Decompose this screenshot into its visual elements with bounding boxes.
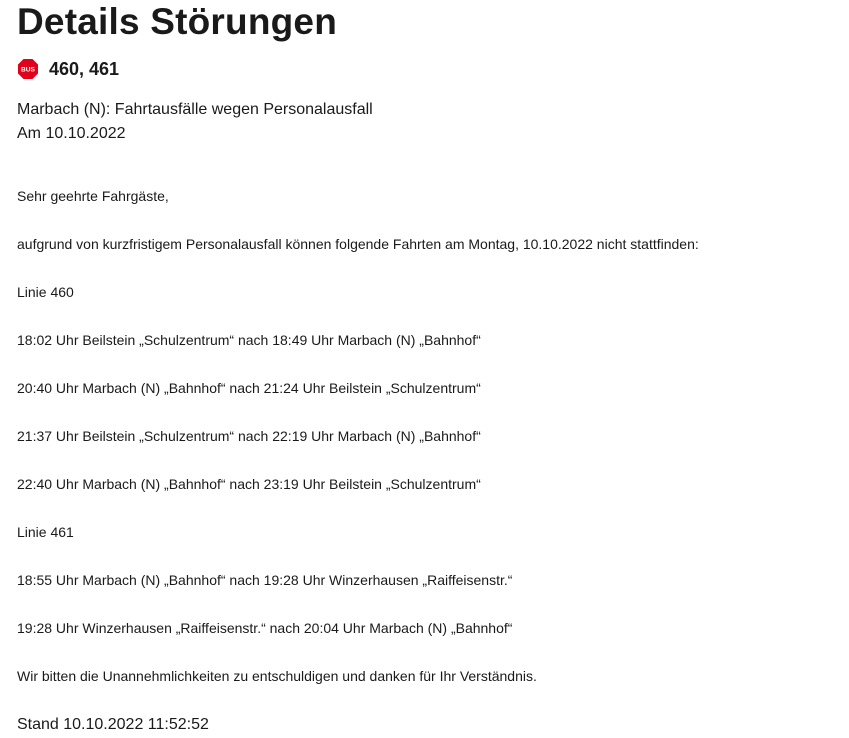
trip-item: 21:37 Uhr Beilstein „Schulzentrum“ nach 22:19 Uhr Marbach (N) „Bahnhof“	[17, 428, 481, 444]
last-updated-timestamp: Stand 10.10.2022 11:52:52	[17, 716, 209, 733]
trip-item: 20:40 Uhr Marbach (N) „Bahnhof“ nach 21:24 Uhr Beilstein „Schulzentrum“	[17, 380, 481, 396]
bus-stop-icon	[17, 58, 39, 80]
trip-item: 22:40 Uhr Marbach (N) „Bahnhof“ nach 23:19 Uhr Beilstein „Schulzentrum“	[17, 476, 481, 492]
disruption-date: Am 10.10.2022	[17, 125, 126, 142]
disruption-headline	[17, 98, 373, 146]
intro-text: aufgrund von kurzfristigem Personalausfall können folgende Fahrten am Montag, 10.10.2022 nicht stattfinden:	[17, 236, 699, 252]
trip-item: 18:02 Uhr Beilstein „Schulzentrum“ nach 18:49 Uhr Marbach (N) „Bahnhof“	[17, 332, 481, 348]
line-460-heading: Linie 460	[17, 284, 74, 300]
greeting: Sehr geehrte Fahrgäste,	[17, 188, 169, 204]
trip-item: 18:55 Uhr Marbach (N) „Bahnhof“ nach 19:28 Uhr Winzerhausen „Raiffeisenstr.“	[17, 572, 513, 588]
closing-text: Wir bitten die Unannehmlichkeiten zu entschuldigen und danken für Ihr Verständnis.	[17, 668, 537, 684]
affected-lines-text: 460, 461	[49, 58, 120, 79]
bus-icon-label: BUS	[21, 66, 35, 74]
line-461-heading: Linie 461	[17, 524, 74, 540]
disruption-title: Marbach (N): Fahrtausfälle wegen Personalausfall	[17, 101, 373, 118]
affected-lines	[17, 56, 119, 82]
page-title: Details Störungen	[17, 1, 337, 42]
trip-item: 19:28 Uhr Winzerhausen „Raiffeisenstr.“ nach 20:04 Uhr Marbach (N) „Bahnhof“	[17, 620, 513, 636]
